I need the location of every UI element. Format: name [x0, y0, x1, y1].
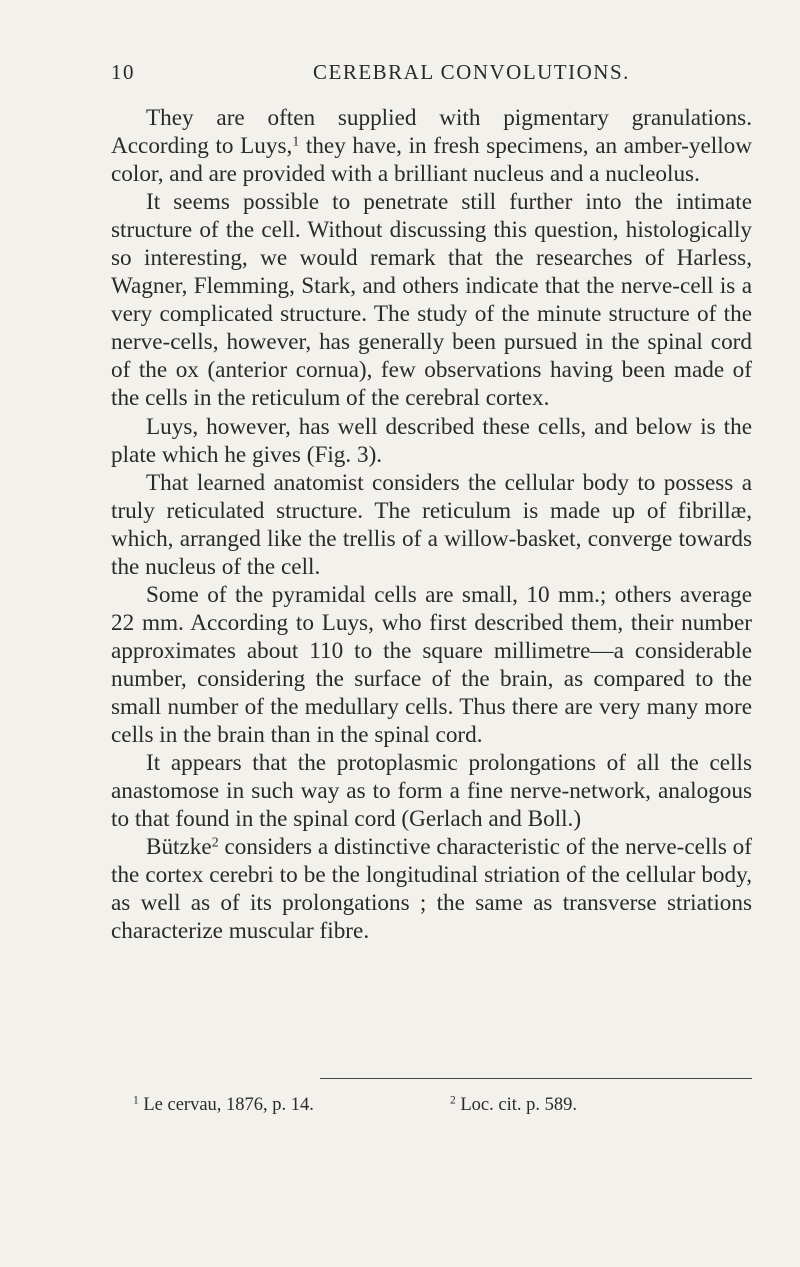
footnote-mark: 2 [450, 1094, 456, 1107]
footnote: $^1$ Le cervau, 1876, p. 14. [133, 1094, 314, 1115]
footnote-mark: 1 [133, 1094, 139, 1107]
paragraph: Bützke$^2$ considers a distinctive characteristic of the nerve-cells of the cortex cerebri to be the longitudinal striation of the cellular body, as well as of its prolongations ; the same as transverse striations characterize muscular fibre. [111, 834, 752, 945]
page-number: 10 [111, 60, 135, 84]
footnotes [0, 1095, 800, 1119]
footnote-divider [320, 1078, 752, 1079]
paragraph: It appears that the protoplasmic prolongations of all the cells anastomose in such way as to form a fine nerve-network, analogous to that found in the spinal cord (Gerlach and Boll.) [111, 750, 752, 833]
body-text [111, 104, 752, 945]
running-head [111, 60, 751, 90]
footnote-reference: 2 [211, 835, 219, 851]
paragraph: That learned anatomist considers the cellular body to possess a truly reticulated structure. The reticulum is made up of fibrillæ, which, arranged like the trellis of a willow-basket, converge towards the nucleus of the cell. [111, 469, 752, 580]
footnote: $^2$ Loc. cit. p. 589. [450, 1094, 577, 1115]
paragraph: They are often supplied with pigmentary granulations. According to Luys,$^1$ they have, in fresh specimens, an amber-yellow color, and are provided with a brilliant nucleus and a nucleolus. [111, 105, 753, 188]
paragraph: Luys, however, has well described these cells, and below is the plate which he gives (Fig. 3). [111, 413, 752, 468]
paragraph: It seems possible to penetrate still further into the intimate structure of the cell. Without discussing this question, histologically so interesting, we would remark that the researches of Harless, Wagner, Flemming, Stark, and others indicate that the nerve-cell is a very complicated structure. The study of the minute structure of the nerve-cells, however, has generally been pursued in the spinal cord of the ox (anterior cornua), few observations having been made of the cells in the reticulum of the cerebral cortex. [111, 189, 752, 412]
paragraph: Some of the pyramidal cells are small, 10 mm.; others average 22 mm. According to Luys, who first described them, their number approximates about 110 to the square millimetre—a considerable number, considering the surface of the brain, as compared to the small number of the medullary cells. Thus there are very many more cells in the brain than in the spinal cord. [111, 581, 752, 749]
footnote-reference: 1 [292, 134, 300, 150]
running-title: CEREBRAL CONVOLUTIONS. [313, 60, 630, 84]
